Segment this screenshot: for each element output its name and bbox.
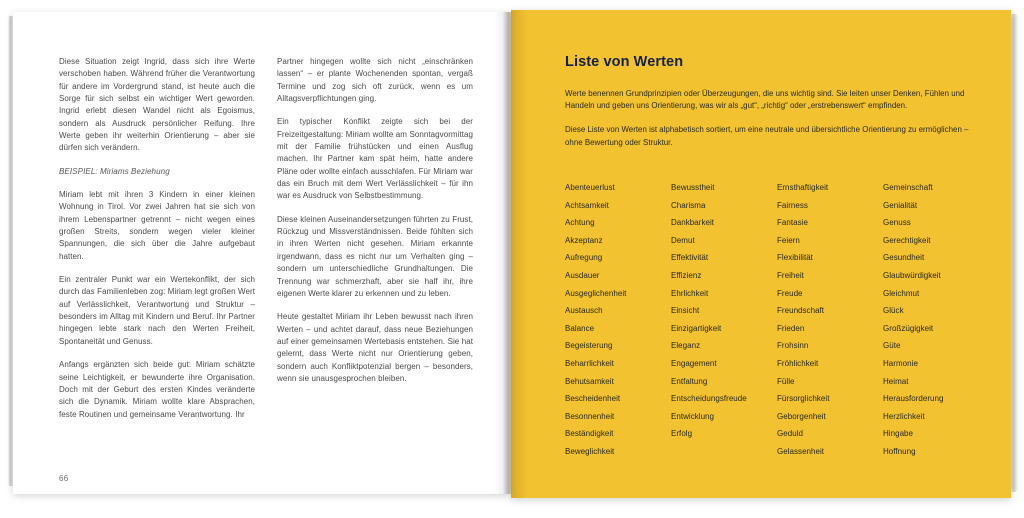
value-item: Entwicklung xyxy=(671,411,715,421)
value-item: Feiern xyxy=(777,235,800,245)
value-item: Dankbarkeit xyxy=(671,218,715,228)
paragraph: Ein zentraler Punkt war ein Wertekonflikt, der sich durch das Familienleben zog: Miriam legt großen Wert auf Verlässlichkeit, Verantwortung und Struktur – besonders im Alltag mit Kindern und Beruf. Ihr Partner hingegen lebte stark nach den Werten Freiheit, Spontaneität und Genuss. xyxy=(59,275,255,346)
paragraph: Anfangs ergänzten sich beide gut: Miriam schätzte seine Leichtigkeit, er bewunderte ihre Organisation. Doch mit der Geburt des ersten Kindes veränderte sich die Dynamik. Miriam wollte klare Absprachen, feste Routinen und gemeinsame Verantwortung. Ihr xyxy=(59,360,255,419)
value-item: Freundschaft xyxy=(777,306,825,316)
value-item: Hingabe xyxy=(883,429,914,439)
value-item: Flexibilität xyxy=(777,253,813,263)
value-item: Geborgenheit xyxy=(777,411,826,421)
value-item: Fülle xyxy=(777,376,795,386)
right-page xyxy=(511,10,1011,498)
value-item: Einsicht xyxy=(671,306,700,316)
value-item: Geduld xyxy=(777,429,803,439)
example-heading: BEISPIEL: Miriams Beziehung xyxy=(59,166,170,176)
values-column-3 xyxy=(777,182,883,457)
value-item: Beharrlichkeit xyxy=(565,358,614,368)
value-item: Genialität xyxy=(883,200,918,210)
value-item: Besonnenheit xyxy=(565,411,615,421)
value-item: Fairness xyxy=(777,200,808,210)
paragraph: Ein typischer Konflikt zeigte sich bei der Freizeitgestaltung: Miriam wollte am Sonntagvormittag mit der Familie frühstücken und einen Ausflug machen. Ihr Partner kam spät heim, hatte andere Pläne oder wollte einfach ausschlafen. Für Miriam war das ein Bruch mit dem Wert Verlässlichkeit – für ihn war es Ausdruck von Selbstbestimmung. xyxy=(277,117,473,201)
value-item: Gemeinschaft xyxy=(883,183,933,192)
values-list xyxy=(565,182,997,457)
value-item: Gesundheit xyxy=(883,253,925,263)
values-column-1 xyxy=(565,182,671,457)
value-item: Einzigartigkeit xyxy=(671,323,722,333)
value-item: Begeisterung xyxy=(565,341,613,351)
value-item: Achtsamkeit xyxy=(565,200,609,210)
value-item: Gerechtigkeit xyxy=(883,235,931,245)
value-item: Herausforderung xyxy=(883,394,944,404)
paragraph: Diese kleinen Auseinandersetzungen führten zu Frust, Rückzug und Missverständnissen. Beide fühlten sich in ihren Werten nicht gesehen. Miriam erkannte irgendwann, dass es nicht nur um Verhalten ging – sondern um unterschiedliche Grundhaltungen. Die Trennung war schmerzhaft, aber sie half ihr, ihre eigenen Werte klarer zu erkennen und zu leben. xyxy=(277,214,473,298)
value-item: Fröhlichkeit xyxy=(777,358,819,368)
value-item: Hoffnung xyxy=(883,446,916,456)
value-item: Ausgeglichenheit xyxy=(565,288,627,298)
value-item: Aufregung xyxy=(565,253,603,263)
value-item: Großzügigkeit xyxy=(883,323,934,333)
intro-paragraph-two: Diese Liste von Werten ist alphabetisch sortiert, um eine neutrale und übersichtliche Orientierung zu ermöglichen – ohne Bewertung oder Struktur. xyxy=(565,125,969,147)
value-item: Fürsorglichkeit xyxy=(777,394,830,404)
value-item: Achtung xyxy=(565,218,595,228)
value-item: Bescheidenheit xyxy=(565,394,621,404)
value-item: Güte xyxy=(883,341,901,351)
value-item: Bewusstheit xyxy=(671,183,715,192)
value-item: Balance xyxy=(565,323,595,333)
value-item: Beweglichkeit xyxy=(565,446,615,456)
value-item: Herzlichkeit xyxy=(883,411,925,421)
page-title: Liste von Werten xyxy=(565,54,684,70)
value-item: Freude xyxy=(777,288,803,298)
value-item: Ehrlichkeit xyxy=(671,288,709,298)
text-column-one xyxy=(59,56,255,421)
value-item: Gelassenheit xyxy=(777,446,825,456)
value-item: Eleganz xyxy=(671,341,701,351)
values-column-2 xyxy=(671,182,777,457)
value-item: Entfaltung xyxy=(671,376,708,386)
value-item: Erfolg xyxy=(671,429,693,439)
value-item: Behutsamkeit xyxy=(565,376,614,386)
value-item: Effektivität xyxy=(671,253,709,263)
value-item: Effizienz xyxy=(671,270,702,280)
value-item: Demut xyxy=(671,235,695,245)
intro-paragraph-one: Werte benennen Grundprinzipien oder Überzeugungen, die uns wichtig sind. Sie leiten unser Denken, Fühlen und Handeln und geben uns Orientierung, was wir als „gut“, „richtig“ oder „erstrebenswert“ empfinden. xyxy=(565,89,965,111)
paragraph: Diese Situation zeigt Ingrid, dass sich ihre Werte verschoben haben. Während früher die Verantwortung für andere im Vordergrund stand, ist heute auch die Sorge für sich selbst ein wichtiger Wert geworden. Ingrid erlebt diesen Wandel nicht als Egoismus, sondern als Ausdruck persönlicher Reifung. Ihre Werte geben ihr weiterhin Orientierung – aber sie dürfen sich verändern. xyxy=(59,57,255,153)
paragraph: Miriam lebt mit ihren 3 Kindern in einer kleinen Wohnung in Tirol. Vor zwei Jahren hat sie sich von ihrem Lebenspartner getrennt – nicht wegen eines großen Streits, sondern wegen vieler kleiner Spannungen, die sich über die Jahre aufgebaut hatten. xyxy=(59,190,255,261)
value-item: Akzeptanz xyxy=(565,235,603,245)
value-item: Abenteuerlust xyxy=(565,183,615,192)
value-item: Frieden xyxy=(777,323,805,333)
value-item: Austausch xyxy=(565,306,603,316)
right-page-header xyxy=(565,54,983,149)
value-item: Charisma xyxy=(671,200,706,210)
paragraph: Partner hingegen wollte sich nicht „einschränken lassen“ – er plante Wochenenden spontan, vergaß Termine und zog sich oft zurück, wenn es um Alltagsverpflichtungen ging. xyxy=(277,57,473,104)
value-item: Glaubwürdigkeit xyxy=(883,270,941,280)
value-item: Engagement xyxy=(671,358,717,368)
values-column-4 xyxy=(883,182,997,457)
value-item: Heimat xyxy=(883,376,909,386)
value-item: Ausdauer xyxy=(565,270,600,280)
paragraph: Heute gestaltet Miriam ihr Leben bewusst nach ihren Werten – und achtet darauf, dass neue Beziehungen auf einer gemeinsamen Wertebasis entstehen. Sie hat gelernt, dass Werte nicht nur Orientierung geben, sondern auch Konfliktpotenzial bergen – besonders, wenn sie unausgesprochen bleiben. xyxy=(277,312,473,383)
left-page-columns xyxy=(59,56,474,421)
text-column-two xyxy=(277,56,473,421)
value-item: Beständigkeit xyxy=(565,429,614,439)
value-item: Glück xyxy=(883,306,904,316)
value-item: Frohsinn xyxy=(777,341,809,351)
value-item: Ernsthaftigkeit xyxy=(777,183,829,192)
value-item: Fantasie xyxy=(777,218,808,228)
value-item: Gleichmut xyxy=(883,288,920,298)
value-item: Entscheidungsfreude xyxy=(671,394,747,404)
value-item: Freiheit xyxy=(777,270,804,280)
left-page xyxy=(13,12,510,494)
value-item: Genuss xyxy=(883,218,911,228)
page-number: 66 xyxy=(59,474,69,483)
value-item: Harmonie xyxy=(883,358,918,368)
